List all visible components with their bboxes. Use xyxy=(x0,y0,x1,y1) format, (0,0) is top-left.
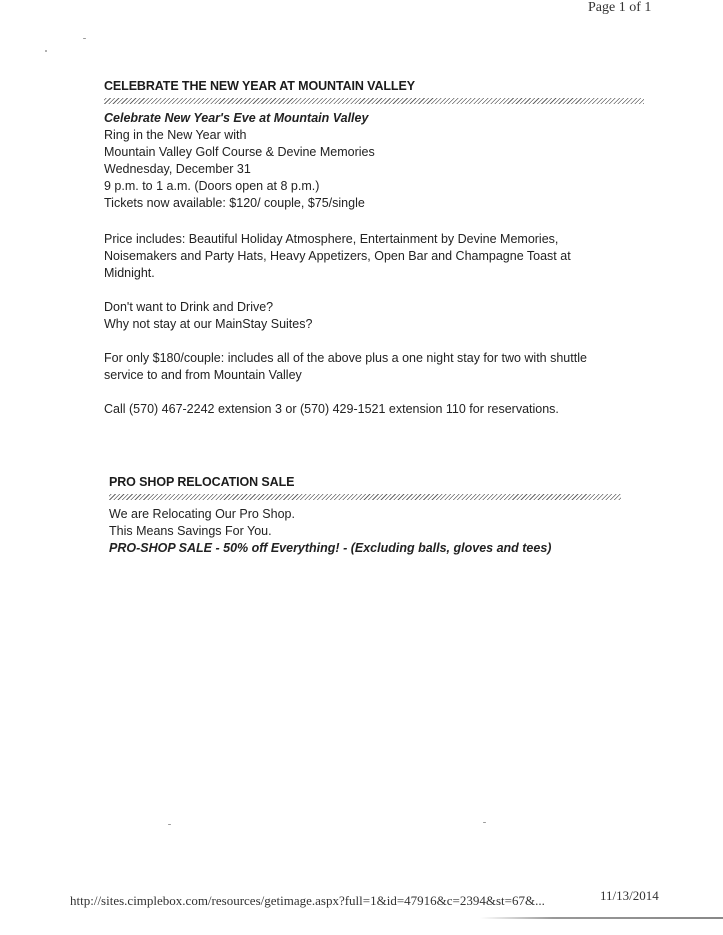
footer-date: 11/13/2014 xyxy=(600,888,659,903)
savings-line: This Means Savings For You. xyxy=(109,524,272,538)
pro-shop-section xyxy=(109,474,621,557)
scan-speck xyxy=(45,50,47,52)
page-number-header: Page 1 of 1 xyxy=(588,0,652,15)
new-year-section xyxy=(104,78,644,418)
event-subtitle: Celebrate New Year's Eve at Mountain Valley xyxy=(104,111,369,125)
section-title-pro-shop: PRO SHOP RELOCATION SALE xyxy=(109,475,295,489)
wavy-divider xyxy=(104,98,644,104)
event-time: 9 p.m. to 1 a.m. (Doors open at 8 p.m.) xyxy=(104,179,320,193)
scan-speck xyxy=(83,38,86,39)
event-line: Mountain Valley Golf Course & Devine Memories xyxy=(104,145,375,159)
footer-rule xyxy=(480,917,723,919)
wavy-divider xyxy=(109,494,621,500)
price-includes: Price includes: Beautiful Holiday Atmosphere, Entertainment by Devine Memories, Noisemakers and Party Hats, Heavy Appetizers, Open Bar and Champagne Toast at Midnight. xyxy=(104,232,571,280)
scan-speck xyxy=(483,822,486,823)
relocation-line: We are Relocating Our Pro Shop. xyxy=(109,507,295,521)
scan-speck xyxy=(168,824,171,825)
ticket-prices: Tickets now available: $120/ couple, $75/single xyxy=(104,196,365,210)
drink-drive-question: Don't want to Drink and Drive? xyxy=(104,300,274,314)
event-line: Ring in the New Year with xyxy=(104,128,247,142)
event-date: Wednesday, December 31 xyxy=(104,162,251,176)
footer-url: http://sites.cimplebox.com/resources/getimage.aspx?full=1&id=47916&c=2394&st=67&... xyxy=(70,893,545,908)
mainstay-suites-question: Why not stay at our MainStay Suites? xyxy=(104,317,313,331)
reservations-info: Call (570) 467-2242 extension 3 or (570) 429-1521 extension 110 for reservations. xyxy=(104,402,559,416)
stay-offer: For only $180/couple: includes all of the above plus a one night stay for two with shuttle service to and from Mountain Valley xyxy=(104,351,587,382)
sale-line: PRO-SHOP SALE - 50% off Everything! - (Excluding balls, gloves and tees) xyxy=(109,541,552,555)
section-title-new-year: CELEBRATE THE NEW YEAR AT MOUNTAIN VALLEY xyxy=(104,79,415,93)
